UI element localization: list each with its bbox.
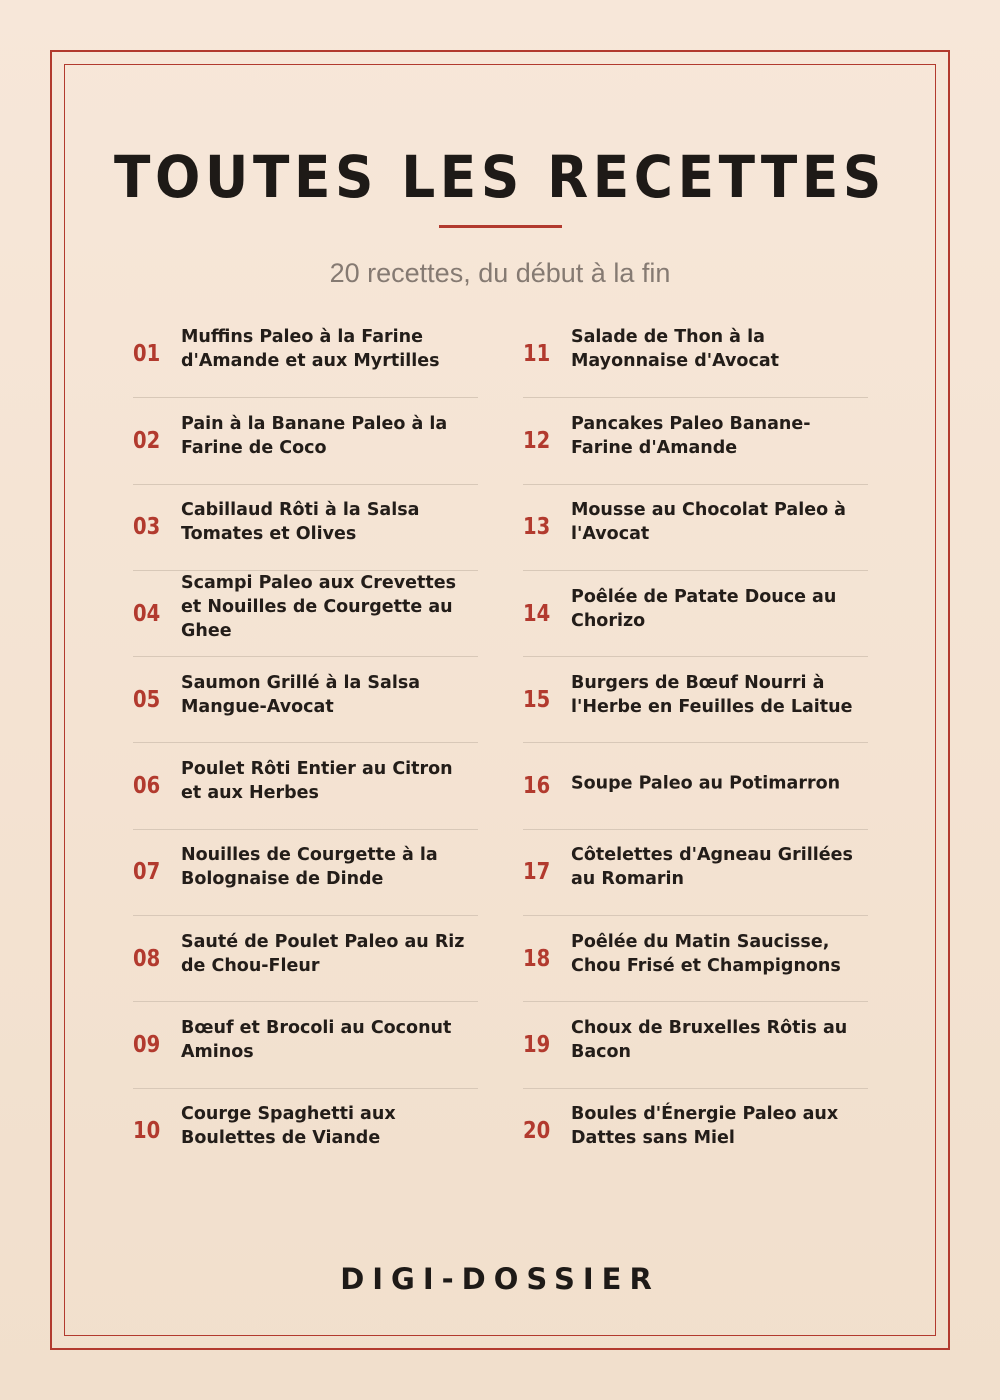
recipe-name: Poulet Rôti Entier au Citron et aux Herbes [181, 759, 453, 804]
recipe-item[interactable] [523, 570, 868, 656]
recipe-name: Choux de Bruxelles Rôtis au Bacon [571, 1018, 848, 1063]
recipe-name: Sauté de Poulet Paleo au Riz de Chou-Fleur [181, 931, 465, 976]
recipe-item[interactable] [523, 1001, 868, 1087]
recipe-number: 08 [133, 945, 161, 972]
recipe-number: 07 [133, 859, 161, 886]
recipe-number: 04 [133, 600, 161, 627]
recipe-name: Courge Spaghetti aux Boulettes de Viande [181, 1104, 396, 1149]
recipe-list-right [523, 311, 868, 1174]
recipe-number: 03 [133, 514, 161, 541]
recipe-item[interactable] [133, 1001, 478, 1087]
recipe-list-left [133, 311, 478, 1174]
recipe-item[interactable] [133, 742, 478, 828]
recipe-name: Pancakes Paleo Banane-Farine d'Amande [571, 414, 811, 459]
page-title: TOUTES LES RECETTES [114, 143, 886, 211]
recipe-item[interactable] [133, 397, 478, 483]
recipe-number: 11 [523, 341, 551, 368]
recipe-item[interactable] [133, 829, 478, 915]
recipe-number: 17 [523, 859, 551, 886]
recipe-item[interactable] [523, 656, 868, 742]
recipe-number: 14 [523, 600, 551, 627]
recipe-number: 10 [133, 1118, 161, 1145]
recipe-number: 01 [133, 341, 161, 368]
recipe-name: Boules d'Énergie Paleo aux Dattes sans Miel [571, 1104, 839, 1149]
recipe-item[interactable] [133, 311, 478, 397]
recipe-name: Mousse au Chocolat Paleo à l'Avocat [571, 500, 846, 545]
recipe-number: 13 [523, 514, 551, 541]
recipe-name: Muffins Paleo à la Farine d'Amande et aux Myrtilles [181, 327, 440, 372]
recipe-number: 05 [133, 686, 161, 713]
recipe-item[interactable] [523, 484, 868, 570]
recipe-number: 15 [523, 686, 551, 713]
recipe-name: Saumon Grillé à la Salsa Mangue-Avocat [181, 673, 421, 718]
recipe-item[interactable] [133, 570, 478, 656]
recipe-item[interactable] [523, 829, 868, 915]
recipe-number: 12 [523, 427, 551, 454]
recipe-number: 02 [133, 427, 161, 454]
recipe-item[interactable] [523, 1088, 868, 1174]
brand-footer: DIGI-DOSSIER [340, 1262, 660, 1296]
recipe-item[interactable] [523, 915, 868, 1001]
recipe-item[interactable] [133, 1088, 478, 1174]
recipe-number: 06 [133, 773, 161, 800]
recipe-number: 20 [523, 1118, 551, 1145]
recipe-name: Pain à la Banane Paleo à la Farine de Coco [181, 414, 448, 459]
recipe-name: Salade de Thon à la Mayonnaise d'Avocat [571, 327, 780, 372]
recipe-item[interactable] [523, 742, 868, 828]
recipe-name: Soupe Paleo au Potimarron [571, 773, 841, 794]
recipe-name: Bœuf et Brocoli au Coconut Aminos [181, 1018, 452, 1063]
page-subtitle: 20 recettes, du début à la fin [329, 258, 671, 288]
recipe-number: 09 [133, 1032, 161, 1059]
recipe-item[interactable] [523, 311, 868, 397]
recipe-number: 16 [523, 773, 551, 800]
recipe-item[interactable] [133, 484, 478, 570]
recipe-item[interactable] [133, 915, 478, 1001]
recipe-item[interactable] [523, 397, 868, 483]
recipe-item[interactable] [133, 656, 478, 742]
recipe-number: 18 [523, 945, 551, 972]
recipe-name: Nouilles de Courgette à la Bolognaise de Dinde [181, 845, 438, 890]
recipe-name: Poêlée du Matin Saucisse, Chou Frisé et Champignons [571, 931, 841, 976]
recipe-name: Côtelettes d'Agneau Grillées au Romarin [571, 845, 853, 890]
recipe-name: Burgers de Bœuf Nourri à l'Herbe en Feuilles de Laitue [571, 673, 853, 718]
recipe-name: Cabillaud Rôti à la Salsa Tomates et Olives [181, 500, 420, 545]
recipe-name: Poêlée de Patate Douce au Chorizo [571, 586, 837, 631]
recipe-number: 19 [523, 1032, 551, 1059]
recipe-name: Scampi Paleo aux Crevettes et Nouilles de Courgette au Ghee [181, 572, 457, 641]
title-underline [439, 225, 562, 228]
